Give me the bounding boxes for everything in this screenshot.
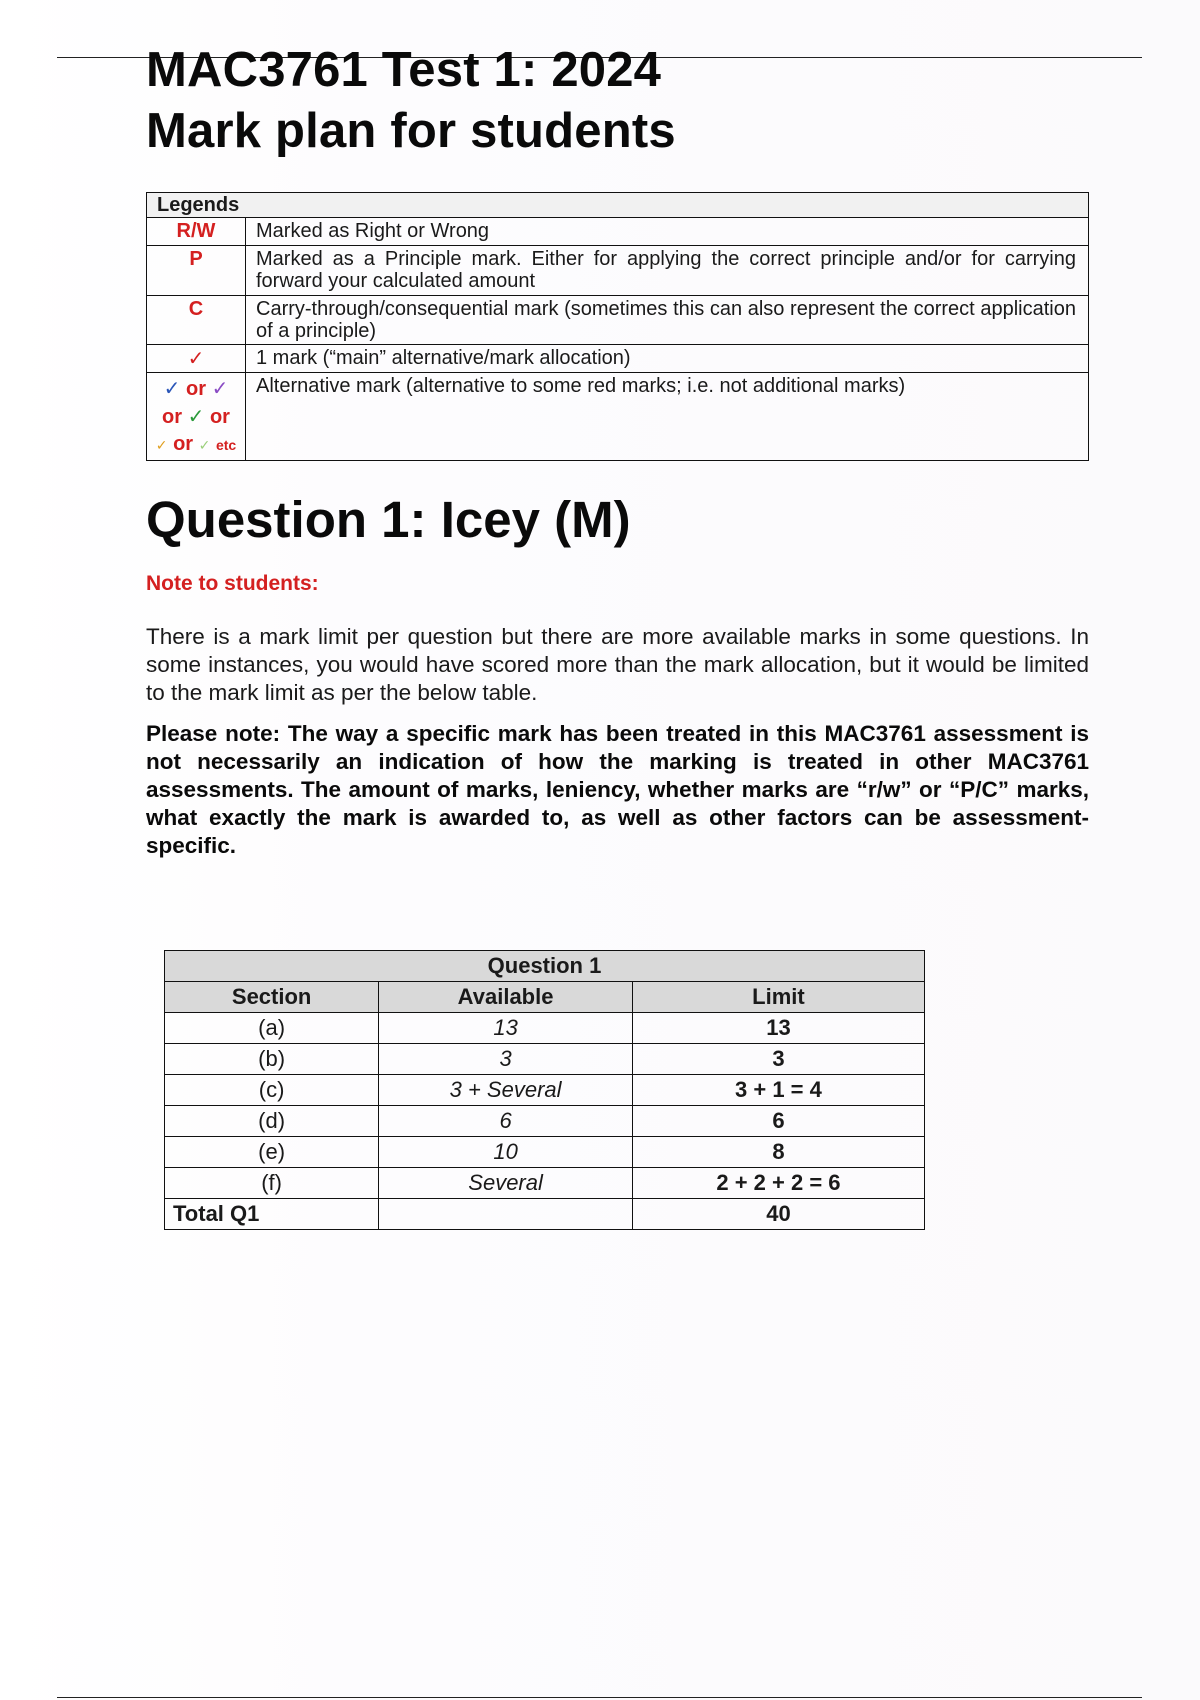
- table-row: [165, 1106, 925, 1137]
- red-check-icon: ✓: [147, 345, 246, 372]
- legend-row: [147, 372, 1089, 460]
- legend-description: Marked as a Principle mark. Either for applying the correct principle and/or for carrying forward your calculated amount: [246, 245, 1089, 295]
- section-cell: (d): [165, 1106, 379, 1137]
- etc-label: etc: [215, 436, 237, 453]
- bottom-rule: [57, 1697, 1142, 1698]
- legends-table: [146, 192, 1089, 461]
- total-limit-cell: 40: [632, 1199, 924, 1230]
- alt-symbol-line-1: [151, 375, 241, 403]
- available-cell: 6: [379, 1106, 633, 1137]
- table-row: [165, 1137, 925, 1168]
- table-row: [165, 1168, 925, 1199]
- legend-row: [147, 218, 1089, 245]
- mark-table-caption: Question 1: [165, 951, 925, 982]
- alternative-marks-symbols: [147, 372, 246, 460]
- section-cell: (c): [165, 1075, 379, 1106]
- limit-cell: 6: [632, 1106, 924, 1137]
- limit-cell: 2 + 2 + 2 = 6: [632, 1168, 924, 1199]
- total-available-cell: [379, 1199, 633, 1230]
- document-title: MAC3761 Test 1: 2024: [146, 43, 662, 97]
- limit-cell: 3 + 1 = 4: [632, 1075, 924, 1106]
- purple-check-icon: ✓: [211, 375, 229, 400]
- available-cell: 10: [379, 1137, 633, 1168]
- mark-limit-table: [164, 950, 925, 1230]
- alt-symbol-line-3: [151, 431, 241, 458]
- legend-row: [147, 245, 1089, 295]
- or-label: or: [162, 405, 183, 428]
- legend-description: Marked as Right or Wrong: [246, 218, 1089, 245]
- document-subtitle: Mark plan for students: [146, 104, 676, 158]
- available-cell: 3: [379, 1044, 633, 1075]
- legends-heading: Legends: [147, 193, 1089, 218]
- light-green-check-icon: ✓: [198, 437, 211, 454]
- mark-table-header-row: [165, 982, 925, 1013]
- legend-row: [147, 295, 1089, 345]
- legend-symbol-rw: R/W: [147, 218, 246, 245]
- available-cell: 13: [379, 1013, 633, 1044]
- column-header-section: Section: [165, 982, 379, 1013]
- please-note-paragraph: Please note: The way a specific mark has been treated in this MAC3761 assessment is not necessarily an indication of how the marking is treated in other MAC3761 assessments. The amount of marks, leniency, whether marks are “r/w” or “P/C” marks, what exactly the mark is awarded to, as well as other factors can be assessment-specific.: [146, 721, 1089, 858]
- limit-cell: 8: [632, 1137, 924, 1168]
- legend-description: Carry-through/consequential mark (sometimes this can also represent the correct application of a principle): [246, 295, 1089, 345]
- column-header-available: Available: [379, 982, 633, 1013]
- legend-description: 1 mark (“main” alternative/mark allocation): [246, 345, 1089, 372]
- limit-cell: 13: [632, 1013, 924, 1044]
- table-row: [165, 1075, 925, 1106]
- total-row: [165, 1199, 925, 1230]
- or-label: or: [209, 405, 230, 428]
- legend-symbol-p: P: [147, 245, 246, 295]
- available-cell: Several: [379, 1168, 633, 1199]
- table-row: [165, 1044, 925, 1075]
- or-label: or: [186, 377, 206, 400]
- section-cell: (f): [165, 1168, 379, 1199]
- legend-symbol-c: C: [147, 295, 246, 345]
- total-label: Total Q1: [165, 1199, 379, 1230]
- available-cell: 3 + Several: [379, 1075, 633, 1106]
- green-check-icon: ✓: [187, 403, 205, 428]
- section-cell: (b): [165, 1044, 379, 1075]
- column-header-limit: Limit: [632, 982, 924, 1013]
- section-cell: (e): [165, 1137, 379, 1168]
- table-row: [165, 1013, 925, 1044]
- section-cell: (a): [165, 1013, 379, 1044]
- blue-check-icon: ✓: [163, 375, 181, 400]
- or-label: or: [173, 432, 194, 455]
- question-heading: Question 1: Icey (M): [146, 491, 631, 548]
- alt-symbol-line-2: [151, 403, 241, 431]
- note-paragraph: There is a mark limit per question but there are more available marks in some questions. In some instances, you would have scored more than the mark allocation, but it would be limited to the mark limit as per the below table.: [146, 624, 1089, 705]
- limit-cell: 3: [632, 1044, 924, 1075]
- mark-table-caption-row: [165, 951, 925, 982]
- legend-description: Alternative mark (alternative to some red marks; i.e. not additional marks): [246, 372, 1089, 460]
- note-label: Note to students:: [146, 572, 319, 595]
- legends-header-row: [147, 193, 1089, 218]
- legend-row: [147, 345, 1089, 372]
- orange-check-icon: ✓: [155, 437, 168, 454]
